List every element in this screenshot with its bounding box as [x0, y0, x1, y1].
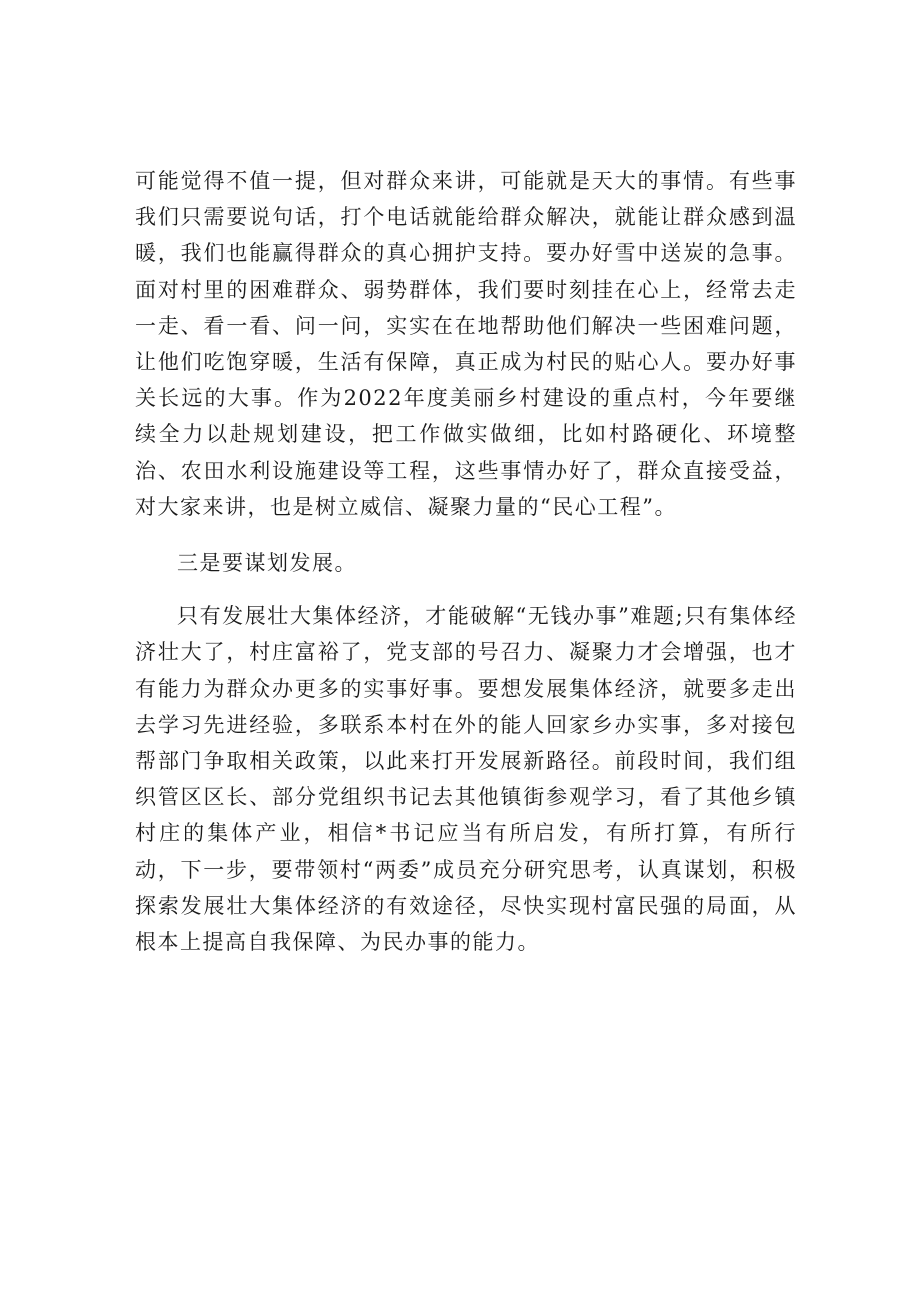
- paragraph-collective-economy: 只有发展壮大集体经济，才能破解“无钱办事”难题;只有集体经济壮大了，村庄富裕了，党支部的号召力、凝聚力才会增强，也才有能力为群众办更多的实事好事。要想发展集体经济，就要多走出去学习先进经验，多联系本村在外的能人回家乡办实事，多对接包帮部门争取相关政策，以此来打开发展新路径。前段时间，我们组织管区区长、部分党组织书记去其他镇街参观学习，看了其他乡镇村庄的集体产业，相信*书记应当有所启发，有所打算，有所行动，下一步，要带领村“两委”成员充分研究思考，认真谋划，积极探索发展壮大集体经济的有效途径，尽快实现村富民强的局面，从根本上提高自我保障、为民办事的能力。: [135, 604, 797, 955]
- paragraph-gap: [135, 525, 797, 545]
- paragraph-continued: 可能觉得不值一提，但对群众来讲，可能就是天大的事情。有些事我们只需要说句话，打个电话就能给群众解决，就能让群众感到温暖，我们也能赢得群众的真心拥护支持。要办好雪中送炭的急事。面对村里的困难群众、弱势群体，我们要时刻挂在心上，经常去走一走、看一看、问一问，实实在在地帮助他们解决一些困难问题，让他们吃饱穿暖，生活有保障，真正成为村民的贴心人。要办好事关长远的大事。作为2022年度美丽乡村建设的重点村，今年要继续全力以赴规划建设，把工作做实做细，比如村路硬化、环境整治、农田水利设施建设等工程，这些事情办好了，群众直接受益，对大家来讲，也是树立威信、凝聚力量的“民心工程”。: [135, 169, 797, 519]
- document-body: [135, 163, 797, 960]
- section-heading-plan-development: 三是要谋划发展。: [177, 551, 357, 576]
- paragraph-gap: [135, 581, 797, 598]
